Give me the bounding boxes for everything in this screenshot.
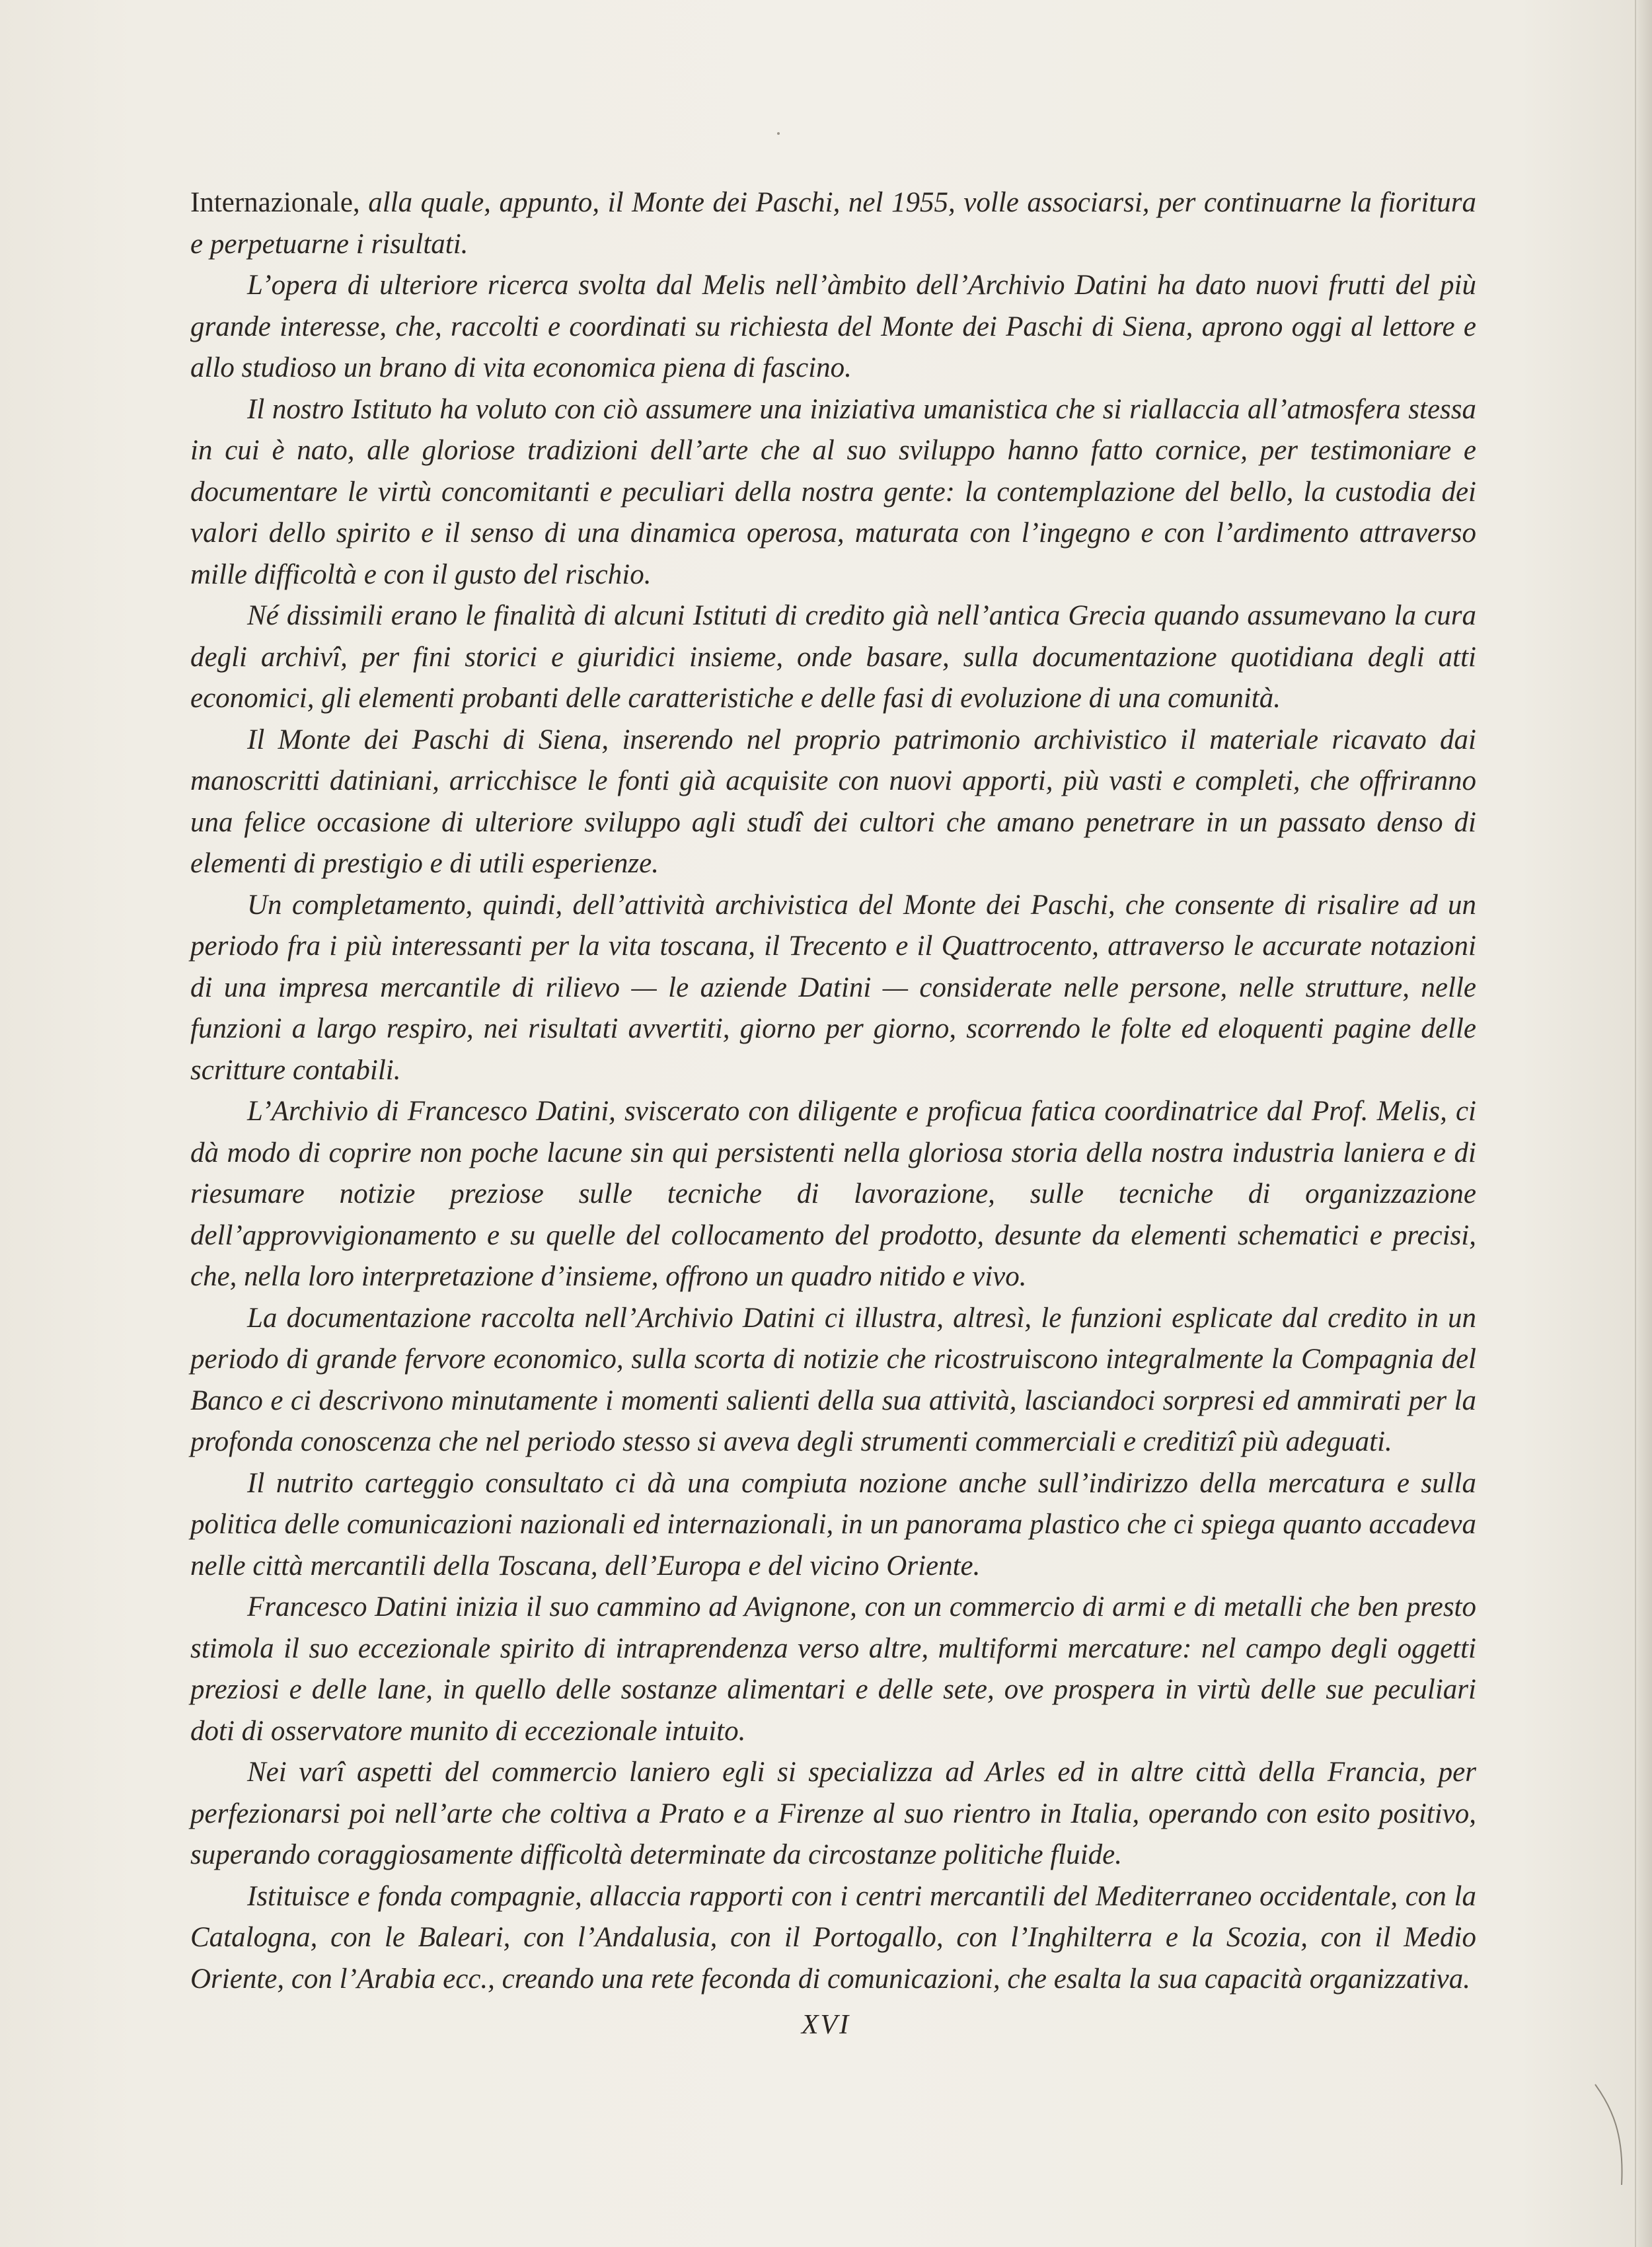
page-number: XVI: [801, 2010, 851, 2040]
paragraph-8: La documentazione raccolta nell’Archivio Datini ci illustra, altresì, le funzioni esplicate dal credito in un periodo di grande fervore economico, sulla scorta di notizie che ricostruiscono integralmente la Compagnia del Banco e ci descrivono minutamente i momenti salienti della sua attività, lasciandoci sorpresi ed ammirati per la profonda conoscenza che nel periodo stesso si aveva degli strumenti commerciali e creditizî più adeguati.: [190, 1302, 1476, 1457]
paragraph-lead-word: Internazionale,: [190, 187, 360, 218]
paragraph-9: Il nutrito carteggio consultato ci dà una compiuta nozione anche sull’indirizzo della mercatura e sulla politica delle comunicazioni nazionali ed internazionali, in un panorama plastico che ci spiega quanto accadeva nelle città mercantili della Toscana, dell’Europa e del vicino Oriente.: [190, 1467, 1476, 1581]
paragraph-3: Il nostro Istituto ha voluto con ciò assumere una iniziativa umanistica che si riallaccia all’atmosfera stessa in cui è nato, alle gloriose tradizioni dell’arte che al suo sviluppo hanno fatto cornice, per testimoniare e documentare le virtù concomitanti e peculiari della nostra gente: la contemplazione del bello, la custodia dei valori dello spirito e il senso di una dinamica operosa, maturata con l’ingegno e con l’ardimento attraverso mille difficoltà e con il gusto del rischio.: [190, 393, 1476, 590]
paragraph-11: Nei varî aspetti del commercio laniero egli si specializza ad Arles ed in altre città della Francia, per perfezionarsi poi nell’arte che coltiva a Prato e a Firenze al suo rientro in Italia, operando con esito positivo, superando coraggiosamente difficoltà determinate da circostanze politiche fluide.: [190, 1757, 1476, 1870]
page-corner-curl: [1593, 2082, 1632, 2188]
paragraph-7: L’Archivio di Francesco Datini, sviscerato con diligente e proficua fatica coordinatrice dal Prof. Melis, ci dà modo di coprire non poche lacune sin qui persistenti nella gloriosa storia della nostra industria laniera e di riesumare notizie preziose sulle tecniche di lavorazione, sulle tecniche di organizzazione dell’approvvigionamento e su quelle del collocamento del prodotto, desunte da elementi schematici e precisi, che, nella loro interpretazione d’insieme, offrono un quadro nitido e vivo.: [190, 1096, 1476, 1292]
page-edge-shadow: [1635, 0, 1652, 2247]
paper-speck: [777, 132, 780, 135]
paragraph-2: L’opera di ulteriore ricerca svolta dal Melis nell’àmbito dell’Archivio Datini ha dato nuovi frutti del più grande interesse, che, raccolti e coordinati su richiesta del Monte dei Paschi di Siena, aprono oggi al lettore e allo studioso un brano di vita economica piena di fascino.: [190, 270, 1476, 383]
paragraph-6: Un completamento, quindi, dell’attività archivistica del Monte dei Paschi, che consente di risalire ad un periodo fra i più interessanti per la vita toscana, il Trecento e il Quattrocento, attraverso le accurate notazioni di una impresa mercantile di rilievo — le aziende Datini — considerate nelle persone, nelle strutture, nelle funzioni a largo respiro, nei risultati avvertiti, giorno per giorno, scorrendo le folte ed eloquenti pagine delle scritture contabili.: [190, 889, 1476, 1086]
paragraph-4: Né dissimili erano le finalità di alcuni Istituti di credito già nell’antica Grecia quando assumevano la cura degli archivî, per fini storici e giuridici insieme, onde basare, sulla documentazione quotidiana degli atti economici, gli elementi probanti delle caratteristiche e delle fasi di evoluzione di una comunità.: [190, 600, 1476, 714]
paragraph-text: alla quale, appunto, il Monte dei Paschi, nel 1955, volle associarsi, per continuarne la fioritura e perpetuarne i risultati.: [190, 187, 1476, 260]
body-text: [190, 182, 1476, 2000]
paragraph-12: Istituisce e fonda compagnie, allaccia rapporti con i centri mercantili del Mediterraneo occidentale, con la Catalogna, con le Baleari, con l’Andalusia, con il Portogallo, con l’Inghilterra e la Scozia, con il Medio Oriente, con l’Arabia ecc., creando una rete feconda di comunicazioni, che esalta la sua capacità organizzativa.: [190, 1880, 1476, 1995]
paragraph-10: Francesco Datini inizia il suo cammino ad Avignone, con un commercio di armi e di metalli che ben presto stimola il suo eccezionale spirito di intraprendenza verso altre, multiformi mercature: nel campo degli oggetti preziosi e delle lane, in quello delle sostanze alimentari e delle sete, ove prospera in virtù delle sue peculiari doti di osservatore munito di eccezionale intuito.: [190, 1591, 1476, 1747]
paragraph-1: [190, 182, 1476, 265]
paragraph-5: Il Monte dei Paschi di Siena, inserendo nel proprio patrimonio archivistico il materiale ricavato dai manoscritti datiniani, arricchisce le fonti già acquisite con nuovi apporti, più vasti e completi, che offriranno una felice occasione di ulteriore sviluppo agli studî dei cultori che amano penetrare in un passato denso di elementi di prestigio e di utili esperienze.: [190, 724, 1476, 879]
page-edge-line: [1635, 0, 1636, 2247]
